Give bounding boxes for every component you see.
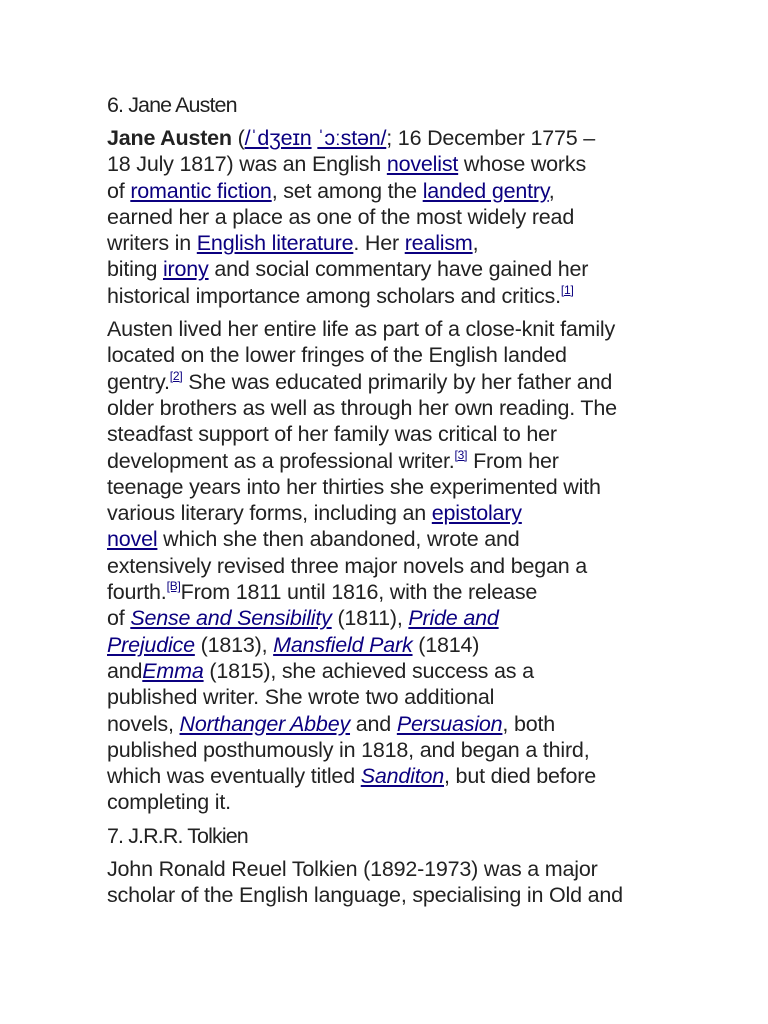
text: novels,: [107, 711, 180, 736]
line: older brothers as well as through her own reading. The: [107, 395, 617, 420]
subject-name: Jane Austen: [107, 126, 232, 150]
line: [107, 579, 667, 605]
line: published writer. She wrote two additional: [107, 685, 495, 710]
section-heading-tolkien: 7. J.R.R. Tolkien: [107, 823, 248, 848]
paragraph-intro-tolkien: [107, 856, 667, 909]
text: She was educated primarily by her father and: [182, 369, 613, 394]
reference-B[interactable]: [167, 579, 181, 593]
text: 18 July 1817) was an English: [107, 152, 387, 177]
text: From her: [467, 448, 559, 473]
text: gentry.: [107, 369, 170, 394]
text: (: [231, 126, 245, 150]
line: [107, 658, 667, 684]
line: [107, 711, 667, 737]
text: ,: [548, 178, 555, 203]
text: of: [107, 606, 131, 631]
line: completing it.: [107, 790, 231, 815]
link-novel[interactable]: novel: [107, 527, 158, 552]
link-sanditon[interactable]: Sanditon: [360, 764, 445, 789]
line: [107, 151, 667, 177]
line: steadfast support of her family was critical to her: [107, 422, 557, 447]
paragraph-austen-life: [107, 316, 667, 816]
text: , both: [502, 711, 556, 736]
text: ,: [472, 231, 479, 256]
text: (1811),: [331, 606, 409, 631]
text: whose works: [458, 152, 586, 177]
line: [107, 763, 667, 789]
link-emma[interactable]: Emma: [142, 658, 204, 683]
text: ; 16 December 1775 –: [386, 126, 596, 150]
line: [107, 230, 667, 256]
text: and social commentary have gained her: [208, 257, 589, 282]
text: and: [350, 711, 397, 736]
text: (1815), she achieved success as a: [203, 658, 534, 683]
reference-3[interactable]: [455, 448, 468, 462]
text: of: [107, 178, 131, 203]
text: various literary forms, including an: [107, 501, 432, 526]
text: (1813),: [194, 632, 274, 657]
reference-link[interactable]: [3]: [454, 447, 468, 462]
text: fourth.: [107, 580, 167, 605]
link-romantic-fiction[interactable]: romantic fiction: [130, 178, 272, 203]
reference-2[interactable]: [170, 369, 183, 383]
text: and: [107, 658, 143, 683]
link-pride-and-prejudice-part2[interactable]: Prejudice: [107, 632, 195, 657]
line: located on the lower fringes of the English landed: [107, 343, 567, 368]
text: development as a professional writer.: [107, 448, 455, 473]
line: Austen lived her entire life as part of a close-knit family: [107, 317, 616, 342]
line: scholar of the English language, specialising in Old and: [107, 883, 623, 908]
text: (1814): [412, 632, 480, 657]
line: earned her a place as one of the most widely read: [107, 204, 575, 229]
text: writers in: [107, 231, 197, 256]
text: From 1811 until 1816, with the release: [180, 580, 538, 605]
section-heading-jane-austen: 6. Jane Austen: [107, 93, 237, 117]
ipa-link-last[interactable]: ˈɔːstən/: [317, 126, 387, 150]
link-novelist[interactable]: novelist: [386, 152, 459, 177]
link-northanger-abbey[interactable]: Northanger Abbey: [179, 711, 351, 736]
text: , but died before: [444, 764, 597, 789]
line: [107, 178, 667, 204]
link-irony[interactable]: irony: [162, 257, 209, 282]
text: , set among the: [271, 178, 423, 203]
line: [107, 500, 667, 526]
link-english-literature[interactable]: English literature: [196, 231, 354, 256]
line: [107, 256, 667, 282]
text: which she then abandoned, wrote and: [157, 527, 520, 552]
link-mansfield-park[interactable]: Mansfield Park: [273, 632, 413, 657]
reference-link[interactable]: [B]: [166, 579, 181, 594]
line: extensively revised three major novels and began a: [107, 553, 588, 578]
ipa-link-first[interactable]: /ˈdʒeɪn: [244, 126, 312, 150]
link-sense-and-sensibility[interactable]: Sense and Sensibility: [130, 606, 332, 631]
text: historical importance among scholars and critics.: [107, 283, 561, 308]
line: [107, 448, 667, 474]
line: published posthumously in 1818, and began a third,: [107, 737, 590, 762]
paragraph-intro-austen: [107, 125, 667, 309]
reference-1[interactable]: [561, 283, 574, 297]
text: which was eventually titled: [107, 764, 361, 789]
line: [107, 526, 667, 552]
line: [107, 283, 667, 309]
link-persuasion[interactable]: Persuasion: [396, 711, 503, 736]
text: . Her: [353, 231, 405, 256]
link-realism[interactable]: realism: [404, 231, 473, 256]
line: teenage years into her thirties she experimented with: [107, 474, 601, 499]
reference-link[interactable]: [1]: [560, 282, 574, 297]
line: [107, 605, 667, 631]
link-epistolary[interactable]: epistolary: [431, 501, 522, 526]
line: John Ronald Reuel Tolkien (1892-1973) was a major: [107, 856, 598, 881]
line: [107, 369, 667, 395]
line: [107, 125, 667, 151]
link-pride-and-prejudice-part1[interactable]: Pride and: [408, 606, 499, 631]
link-landed-gentry[interactable]: landed gentry: [422, 178, 549, 203]
line: [107, 632, 667, 658]
document-page: [107, 92, 667, 915]
text: biting: [107, 257, 163, 282]
reference-link[interactable]: [2]: [169, 368, 183, 383]
